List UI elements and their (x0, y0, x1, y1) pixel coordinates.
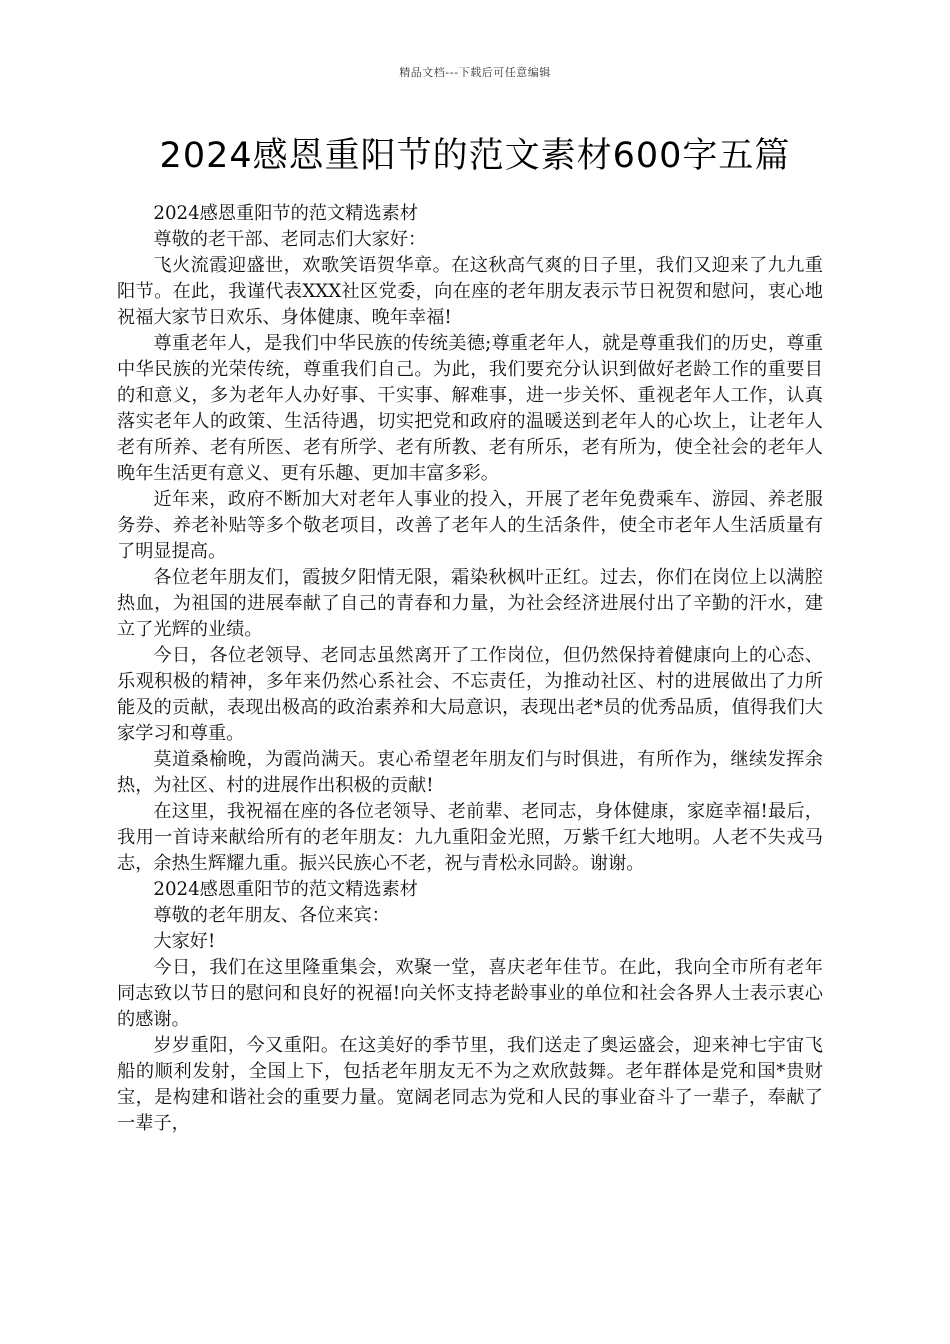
paragraph: 今日，各位老领导、老同志虽然离开了工作岗位，但仍然保持着健康向上的心态、乐观积极的精神，多年来仍然心系社会、不忘责任，为推动社区、村的进展做出了力所能及的贡献，表现出极高的政治素养和大局意识，表现出老*员的优秀品质，值得我们大家学习和尊重。 (117, 645, 823, 744)
paragraph: 岁岁重阳，今又重阳。在这美好的季节里，我们送走了奥运盛会，迎来神七宇宙飞船的顺利发射，全国上下，包括老年朋友无不为之欢欣鼓舞。老年群体是党和国*贵财宝，是构建和谐社会的重要力量。宽阔老同志为党和人民的事业奋斗了一辈子，奉献了一辈子， (117, 1035, 823, 1134)
paragraph: 2024感恩重阳节的范文精选素材 (153, 203, 418, 224)
header-note: 精品文档---下载后可任意编辑 (399, 66, 551, 79)
document-title: 2024感恩重阳节的范文素材600字五篇 (159, 136, 791, 176)
paragraph: 2024感恩重阳节的范文精选素材 (153, 879, 418, 900)
paragraph: 大家好! (153, 931, 216, 952)
paragraph: 莫道桑榆晚，为霞尚满天。衷心希望老年朋友们与时俱进，有所作为，继续发挥余热，为社区、村的进展作出积极的贡献! (117, 749, 823, 796)
paragraph: 各位老年朋友们，霞披夕阳情无限，霜染秋枫叶正红。过去，你们在岗位上以满腔热血，为祖国的进展奉献了自己的青春和力量，为社会经济进展付出了辛勤的汗水，建立了光辉的业绩。 (117, 567, 823, 640)
paragraph: 尊敬的老干部、老同志们大家好： (153, 229, 427, 250)
paragraph: 尊敬的老年朋友、各位来宾： (153, 905, 390, 926)
paragraph: 尊重老年人，是我们中华民族的传统美德;尊重老年人，就是尊重我们的历史，尊重中华民族的光荣传统，尊重我们自己。为此，我们要充分认识到做好老龄工作的重要目的和意义，多为老年人办好事、干实事、解难事，进一步关怀、重视老年人工作，认真落实老年人的政策、生活待遇，切实把党和政府的温暖送到老年人的心坎上，让老年人老有所养、老有所医、老有所学、老有所教、老有所乐，老有所为，使全社会的老年人晚年生活更有意义、更有乐趣、更加丰富多彩。 (117, 333, 823, 484)
paragraph: 在这里，我祝福在座的各位老领导、老前辈、老同志，身体健康，家庭幸福!最后，我用一首诗来献给所有的老年朋友：九九重阳金光照，万紫千红大地明。人老不失戎马志，余热生辉耀九重。振兴民族心不老，祝与青松永同龄。谢谢。 (117, 801, 823, 874)
paragraph: 近年来，政府不断加大对老年人事业的投入，开展了老年免费乘车、游园、养老服务券、养老补贴等多个敬老项目，改善了老年人的生活条件，使全市老年人生活质量有了明显提高。 (117, 489, 823, 562)
document-body (117, 201, 823, 1137)
paragraph: 飞火流霞迎盛世，欢歌笑语贺华章。在这秋高气爽的日子里，我们又迎来了九九重阳节。在此，我谨代表XXX社区党委，向在座的老年朋友表示节日祝贺和慰问，衷心地祝福大家节日欢乐、身体健康、晚年幸福! (117, 255, 823, 328)
paragraph: 今日，我们在这里隆重集会，欢聚一堂，喜庆老年佳节。在此，我向全市所有老年同志致以节日的慰问和良好的祝福!向关怀支持老龄事业的单位和社会各界人士表示衷心的感谢。 (117, 957, 823, 1030)
